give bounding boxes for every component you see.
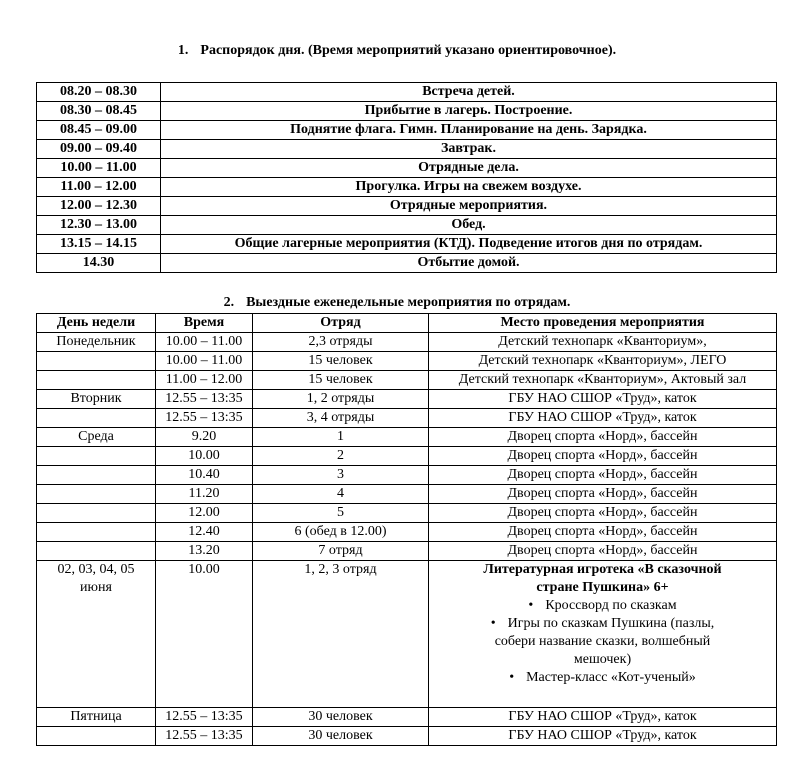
schedule-activity: Обед. <box>161 216 777 235</box>
trip-row <box>37 428 777 447</box>
trip-day <box>37 466 156 485</box>
schedule-time: 08.30 – 08.45 <box>37 102 161 121</box>
trip-time: 10.00 <box>156 447 253 466</box>
trip-row-literary <box>37 561 777 708</box>
literary-title-line: стране Пушкина» 6+ <box>536 580 669 595</box>
schedule-row <box>37 235 777 254</box>
schedule-time: 11.00 – 12.00 <box>37 178 161 197</box>
schedule-activity: Встреча детей. <box>161 83 777 102</box>
bullet-icon: • <box>528 598 534 613</box>
trip-row <box>37 727 777 746</box>
trip-day: Вторник <box>37 390 156 409</box>
trip-day <box>37 504 156 523</box>
trip-squad: 30 человек <box>253 708 429 727</box>
schedule-row <box>37 121 777 140</box>
trip-day <box>37 727 156 746</box>
trip-place: Детский технопарк «Кванториум», Актовый зал <box>429 371 777 390</box>
schedule-row <box>37 254 777 273</box>
schedule-time: 12.30 – 13.00 <box>37 216 161 235</box>
schedule-activity: Завтрак. <box>161 140 777 159</box>
trip-time: 10.00 – 11.00 <box>156 333 253 352</box>
trip-day <box>37 352 156 371</box>
daily-schedule-table <box>36 82 777 273</box>
trip-time: 10.00 – 11.00 <box>156 352 253 371</box>
trip-day <box>37 409 156 428</box>
trip-day <box>37 542 156 561</box>
trip-squad: 4 <box>253 485 429 504</box>
schedule-row <box>37 83 777 102</box>
trip-time: 12.00 <box>156 504 253 523</box>
trip-day: Пятница <box>37 708 156 727</box>
trip-time: 11.00 – 12.00 <box>156 371 253 390</box>
schedule-time: 08.20 – 08.30 <box>37 83 161 102</box>
schedule-time: 10.00 – 11.00 <box>37 159 161 178</box>
schedule-time: 08.45 – 09.00 <box>37 121 161 140</box>
trip-squad: 1, 2 отряды <box>253 390 429 409</box>
schedule-row <box>37 159 777 178</box>
trip-row <box>37 390 777 409</box>
trip-place: Дворец спорта «Норд», бассейн <box>429 504 777 523</box>
trip-place: ГБУ НАО СШОР «Труд», каток <box>429 708 777 727</box>
trip-place: Дворец спорта «Норд», бассейн <box>429 466 777 485</box>
trip-time: 10.00 <box>156 561 253 708</box>
schedule-row <box>37 216 777 235</box>
trip-squad: 1 <box>253 428 429 447</box>
trip-row <box>37 466 777 485</box>
trip-day: Понедельник <box>37 333 156 352</box>
literary-title-line: Литературная игротека «В сказочной <box>483 562 722 577</box>
trip-squad: 30 человек <box>253 727 429 746</box>
literary-activity-text: Кроссворд по сказкам <box>545 598 677 613</box>
literary-activity-line <box>430 669 775 687</box>
trip-place-literary <box>429 561 777 708</box>
literary-activity-text: Игры по сказкам Пушкина (пазлы, <box>507 616 715 631</box>
trip-place: Дворец спорта «Норд», бассейн <box>429 523 777 542</box>
literary-activity-line <box>430 633 775 651</box>
schedule-activity: Отрядные мероприятия. <box>161 197 777 216</box>
trip-place: Детский технопарк «Кванториум», ЛЕГО <box>429 352 777 371</box>
trip-place: ГБУ НАО СШОР «Труд», каток <box>429 409 777 428</box>
schedule-time: 12.00 – 12.30 <box>37 197 161 216</box>
header-time: Время <box>156 314 253 333</box>
trip-squad: 3 <box>253 466 429 485</box>
schedule-time: 13.15 – 14.15 <box>37 235 161 254</box>
trip-squad: 1, 2, 3 отряд <box>253 561 429 708</box>
trip-row <box>37 542 777 561</box>
trip-row <box>37 371 777 390</box>
trip-day-line: 02, 03, 04, 05 <box>57 562 135 577</box>
trip-squad: 7 отряд <box>253 542 429 561</box>
schedule-activity: Отрядные дела. <box>161 159 777 178</box>
section-1-number: 1. <box>177 43 189 58</box>
trip-squad: 5 <box>253 504 429 523</box>
header-day: День недели <box>37 314 156 333</box>
section-2-title: Выездные еженедельные мероприятия по отрядам. <box>246 295 571 310</box>
literary-activity-text: Мастер-класс «Кот-ученый» <box>526 670 696 685</box>
schedule-row <box>37 102 777 121</box>
trip-day <box>37 371 156 390</box>
schedule-row <box>37 197 777 216</box>
trip-time: 10.40 <box>156 466 253 485</box>
trip-time: 12.40 <box>156 523 253 542</box>
section-1-heading <box>0 43 794 59</box>
trip-row <box>37 333 777 352</box>
trip-time: 11.20 <box>156 485 253 504</box>
trip-row <box>37 504 777 523</box>
trip-place: ГБУ НАО СШОР «Труд», каток <box>429 727 777 746</box>
trip-day <box>37 447 156 466</box>
schedule-row <box>37 140 777 159</box>
trip-place: Детский технопарк «Кванториум», <box>429 333 777 352</box>
literary-activity-line <box>430 597 775 615</box>
schedule-activity: Прогулка. Игры на свежем воздухе. <box>161 178 777 197</box>
header-squad: Отряд <box>253 314 429 333</box>
trip-time: 9.20 <box>156 428 253 447</box>
trip-squad: 2 <box>253 447 429 466</box>
trip-place: Дворец спорта «Норд», бассейн <box>429 428 777 447</box>
schedule-time: 09.00 – 09.40 <box>37 140 161 159</box>
trip-day-line: июня <box>80 580 112 595</box>
trip-time: 12.55 – 13:35 <box>156 409 253 428</box>
trip-day: Среда <box>37 428 156 447</box>
trip-squad: 15 человек <box>253 352 429 371</box>
trip-row <box>37 352 777 371</box>
literary-activity-text: собери название сказки, волшебный <box>494 634 711 649</box>
trip-row <box>37 447 777 466</box>
schedule-time: 14.30 <box>37 254 161 273</box>
bullet-icon: • <box>509 670 515 685</box>
trips-header-row <box>37 314 777 333</box>
literary-activities-list <box>430 597 775 687</box>
header-place: Место проведения мероприятия <box>429 314 777 333</box>
trip-squad: 3, 4 отряды <box>253 409 429 428</box>
trip-squad: 15 человек <box>253 371 429 390</box>
schedule-activity: Поднятие флага. Гимн. Планирование на день. Зарядка. <box>161 121 777 140</box>
section-1-title: Распорядок дня. (Время мероприятий указано ориентировочное). <box>200 43 617 58</box>
literary-activity-text: мешочек) <box>573 652 632 667</box>
schedule-activity: Прибытие в лагерь. Построение. <box>161 102 777 121</box>
section-2-number: 2. <box>223 295 235 310</box>
schedule-row <box>37 178 777 197</box>
trip-squad: 6 (обед в 12.00) <box>253 523 429 542</box>
literary-activity-line <box>430 615 775 633</box>
trip-time: 12.55 – 13:35 <box>156 390 253 409</box>
trip-day <box>37 523 156 542</box>
trip-place: ГБУ НАО СШОР «Труд», каток <box>429 390 777 409</box>
trip-time: 13.20 <box>156 542 253 561</box>
trip-time: 12.55 – 13:35 <box>156 727 253 746</box>
trip-place: Дворец спорта «Норд», бассейн <box>429 485 777 504</box>
literary-activity-line <box>430 651 775 669</box>
section-2-heading <box>0 295 794 311</box>
trip-time: 12.55 – 13:35 <box>156 708 253 727</box>
trip-squad: 2,3 отряды <box>253 333 429 352</box>
trip-day <box>37 561 156 708</box>
schedule-activity: Отбытие домой. <box>161 254 777 273</box>
trip-place: Дворец спорта «Норд», бассейн <box>429 542 777 561</box>
trip-row <box>37 409 777 428</box>
trip-place: Дворец спорта «Норд», бассейн <box>429 447 777 466</box>
trip-row <box>37 523 777 542</box>
trip-row <box>37 485 777 504</box>
trip-row <box>37 708 777 727</box>
trip-day <box>37 485 156 504</box>
bullet-icon: • <box>490 616 496 631</box>
schedule-activity: Общие лагерные мероприятия (КТД). Подведение итогов дня по отрядам. <box>161 235 777 254</box>
weekly-trips-table <box>36 313 777 746</box>
